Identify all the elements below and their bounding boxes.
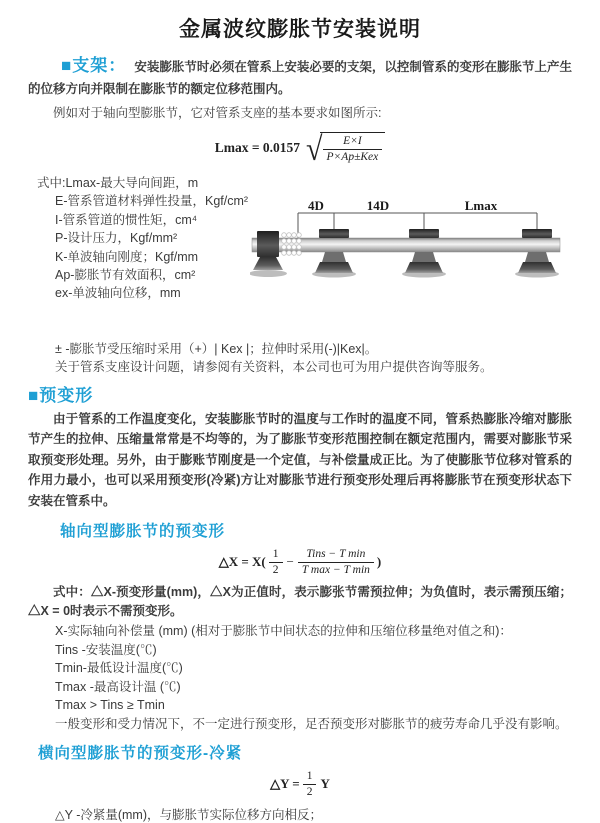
guide-spacing-formula xyxy=(28,130,572,166)
formula-radicand xyxy=(320,132,386,164)
ground-shadows xyxy=(250,270,559,278)
fraction-denominator: 2 xyxy=(306,785,313,798)
formula-fraction xyxy=(323,134,383,164)
fraction-numerator: Tins − T min xyxy=(298,547,374,562)
axial-definition-line: 一般变形和受力情况下，不一定进行预变形，足否预变形对膨胀节的疲劳寿命几乎没有影响。 xyxy=(55,716,568,731)
fraction-numerator: E×I xyxy=(323,134,383,149)
dim-label-14d: 14D xyxy=(366,200,390,213)
definitions-and-diagram xyxy=(28,174,572,340)
blue-square-icon: ■ xyxy=(61,56,73,75)
support-closing-line: 关于管系支座设计问题，请参阅有关资料，本公司也可为用户提供咨询等服务。 xyxy=(55,360,493,375)
support-section-heading xyxy=(61,56,126,75)
axial-definition-line: Tins -安装温度(℃) xyxy=(55,642,157,657)
axial-definition-line: Tmax -最高设计温 (℃) xyxy=(55,679,181,694)
formula-lhs: △X = X( xyxy=(218,554,266,570)
predeform-paragraph: 由于管系的工作温度变化，安装膨胀节时的温度与工作时的温度不同，管系热膨胀冷缩对膨胀节产生的拉伸、压缩量常常是不均等的，为了膨胀节变形范围控制在额定范围内，需要对膨胀节采取预变形处理。另外，由于膨账节刚度是一个定值，与补偿量成正比。为了使膨胀节位移对管系的作用力最小，也可以采用预变形(冷紧)方让对膨胀节进行预变形处理后再将膨胀节在预变形状态下安装在管系中。 xyxy=(28,411,572,508)
axial-explain-paragraph: 式中：△X-预变形量(mm)，△X为正值时，表示膨张节需预拉伸；为负值时，表示需预压缩；△X = 0时表示不需预变形。 xyxy=(28,585,572,619)
support-heading-label: 支架： xyxy=(72,56,127,75)
formula-lhs: Lmax = 0.0157 xyxy=(214,140,301,155)
fraction-numerator: 1 xyxy=(269,547,283,562)
fraction-denominator: 2 xyxy=(272,563,279,576)
axial-definition-line: X-实际轴向补偿量 (mm) (相对于膨胀节中间状态的拉伸和压缩位移量绝对值之和)： xyxy=(55,624,512,639)
temperature-fraction xyxy=(298,547,374,577)
one-half-fraction xyxy=(303,769,317,799)
page-title: 金属波纹膨胀节安装说明 xyxy=(179,18,421,41)
pipe-support-diagram xyxy=(250,200,595,282)
fraction-numerator: 1 xyxy=(303,769,317,784)
radical-sign-icon: √ xyxy=(306,130,323,168)
definition-line: 式中:Lmax-最大导向间距，m xyxy=(37,176,199,190)
axial-subheading: 轴向型膨胀节的预变形 xyxy=(60,523,226,541)
pipe-support-diagram-svg xyxy=(250,200,595,282)
predeform-heading-label: 预变形 xyxy=(39,385,94,405)
dim-label-4d: 4D xyxy=(308,200,324,213)
formula-lhs: △Y = xyxy=(270,776,300,792)
definition-line: E-管系管道材料弹性投量，Kgf/cm² xyxy=(55,194,249,209)
axial-predeform-formula xyxy=(28,545,572,579)
blue-square-icon: ■ xyxy=(28,385,40,405)
axial-definition-line: Tmin-最低设计温度(℃) xyxy=(55,661,183,676)
formula-rhs: Y xyxy=(320,776,330,792)
definition-line: Ap-膨胀节有效面积，cm² xyxy=(55,268,196,283)
lateral-note-line: △Y -冷紧量(mm)，与膨胀节实际位移方向相反； xyxy=(55,808,323,823)
one-half-fraction xyxy=(269,547,283,577)
lateral-coldpull-formula xyxy=(28,768,572,800)
fraction-denominator: P×Ap±Kex xyxy=(326,150,379,163)
close-paren: ) xyxy=(376,554,382,570)
axial-definition-list xyxy=(28,622,572,733)
support-paragraph xyxy=(28,55,572,100)
fraction-denominator: T max − T min xyxy=(301,563,370,576)
pm-definition-line: ± -膨胀节受压缩时采用（+）| Kex |；拉伸时采用(-)|Kex|。 xyxy=(55,342,378,356)
definition-line: ex-单波轴向位移，mm xyxy=(55,286,181,301)
example-line: 例如对于轴向型膨胀节，它对管系支座的基本要求如图所示: xyxy=(53,106,382,120)
minus-sign: − xyxy=(286,554,294,570)
predeform-section-heading xyxy=(28,381,572,406)
support-intro-text: 安装膨胀节时必须在管系上安装必要的支架，以控制管系的变形在膨胀节上产生的位移方向并限制在膨胀节的额定位移范围内。 xyxy=(28,60,572,96)
lateral-subheading: 横向型膨胀节的预变形-冷紧 xyxy=(38,745,243,763)
dim-label-lmax: Lmax xyxy=(464,200,498,213)
definition-line: I-管系管道的惯性矩，cm⁴ xyxy=(55,212,198,227)
definition-line: K-单波轴向刚度；Kgf/mm xyxy=(55,249,199,264)
definition-line: P-设计压力，Kgf/mm² xyxy=(55,231,178,246)
axial-definition-line: Tmax > Tins ≥ Tmin xyxy=(55,698,165,713)
anchor-support xyxy=(253,231,283,270)
